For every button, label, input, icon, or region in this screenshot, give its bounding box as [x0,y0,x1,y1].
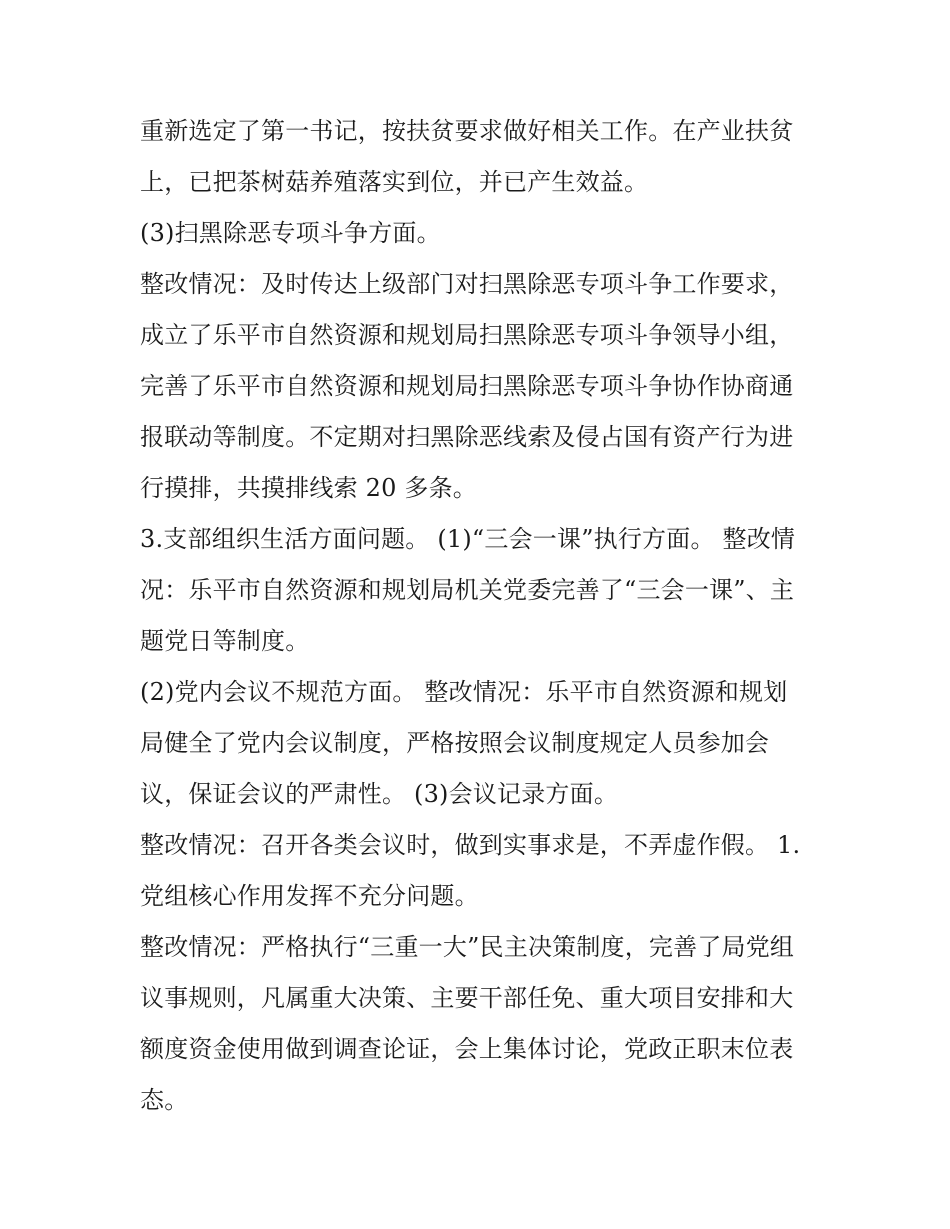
text-line: 整改情况：及时传达上级部门对扫黑除恶专项斗争工作要求， [140,270,794,298]
text-line: 上，已把茶树菇养殖落实到位，并已产生效益。 [140,168,649,196]
text-line: 态。 [140,1086,189,1114]
text-line: 3.支部组织生活方面问题。 (1)“三会一课”执行方面。 整改情 [140,525,796,553]
text-line: 额度资金使用做到调查论证，会上集体讨论，党政正职末位表 [140,1035,794,1063]
text-line: 议事规则，凡属重大决策、主要干部任免、重大项目安排和大 [140,984,794,1012]
text-line: 局健全了党内会议制度，严格按照会议制度规定人员参加会 [140,729,770,757]
text-line: 成立了乐平市自然资源和规划局扫黑除恶专项斗争领导小组， [140,321,794,349]
text-line: 题党日等制度。 [140,627,310,655]
body-text [140,106,820,1126]
text-line: 行摸排，共摸排线索 20 多条。 [140,474,477,502]
text-line: 党组核心作用发挥不充分问题。 [140,882,479,910]
text-line: 完善了乐平市自然资源和规划局扫黑除恶专项斗争协作协商通 [140,372,794,400]
text-line: 况：乐平市自然资源和规划局机关党委完善了“三会一课”、主 [140,576,795,604]
text-line: (3)扫黑除恶专项斗争方面。 [140,219,441,247]
text-line: 整改情况：召开各类会议时，做到实事求是，不弄虚作假。 1. [140,831,801,859]
text-line: 重新选定了第一书记，按扶贫要求做好相关工作。在产业扶贫 [140,117,794,145]
text-line: (2)党内会议不规范方面。 整改情况：乐平市自然资源和规划 [140,678,788,706]
text-line: 报联动等制度。不定期对扫黑除恶线索及侵占国有资产行为进 [140,423,794,451]
text-line: 议，保证会议的严肃性。 (3)会议记录方面。 [140,780,619,808]
text-line: 整改情况：严格执行“三重一大”民主决策制度，完善了局党组 [140,933,795,961]
